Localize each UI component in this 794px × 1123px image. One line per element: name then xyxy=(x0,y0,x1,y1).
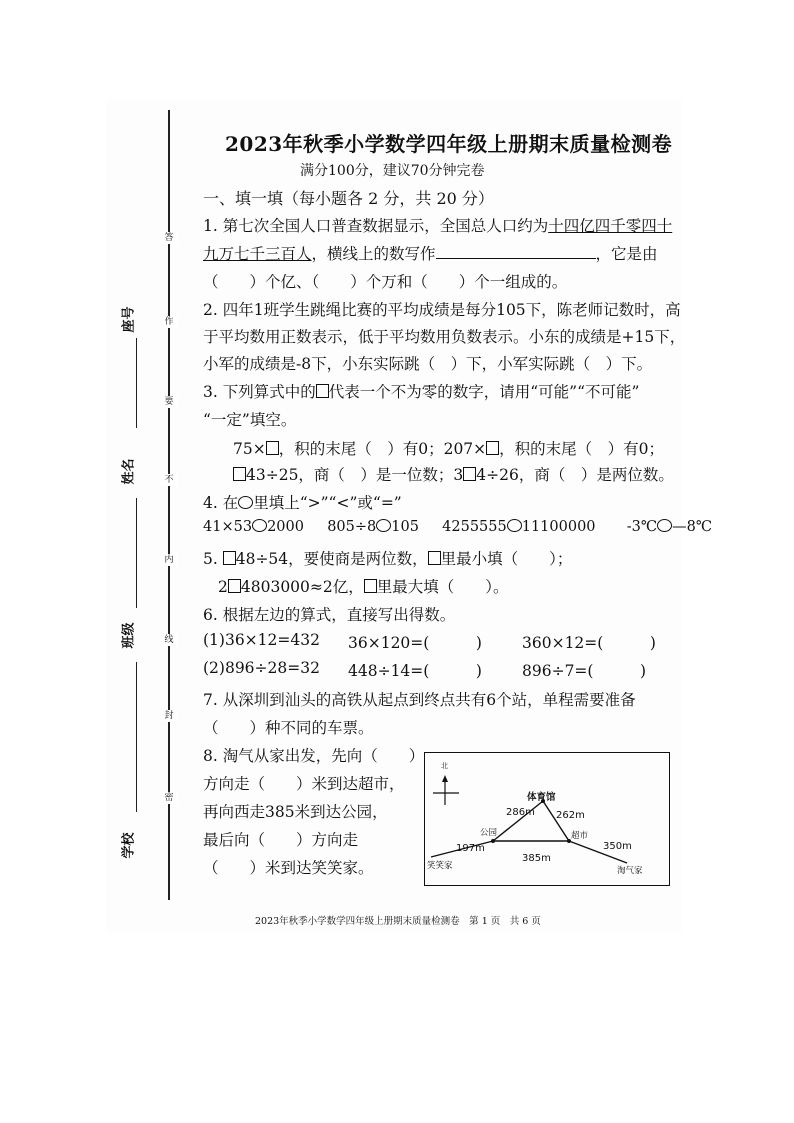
seal-char: 线 xyxy=(160,634,178,646)
market-label: 超市 xyxy=(571,831,589,841)
q6-r1-c1: (1)36×12=432 xyxy=(203,631,320,649)
q5-line2: 2 4803000≈2亿， 里最大填（ ）。 xyxy=(218,578,509,596)
answer-blank[interactable] xyxy=(436,244,596,259)
q6-r2-c3: 896÷7=( ) xyxy=(522,662,647,680)
square-box-icon xyxy=(223,551,236,565)
route-map xyxy=(424,752,670,886)
square-box-icon xyxy=(316,384,329,398)
seal-char: 要 xyxy=(160,396,178,408)
q8-line1: 8. 淘气从家出发，先向（ ） xyxy=(203,747,425,765)
q8-line2: 方向走（ ）米到达超市， xyxy=(203,775,405,793)
north-arrow-icon xyxy=(442,775,448,782)
q1-line2: 九万七千三百人，横线上的数写作 ，它是由 xyxy=(203,245,658,263)
seal-char: 答 xyxy=(160,232,178,244)
q8-line5: （ ）米到达笑笑家。 xyxy=(203,859,374,877)
square-box-icon xyxy=(233,467,246,481)
gym-label: 体育馆 xyxy=(527,792,556,803)
dist-gym-market: 262m xyxy=(556,810,585,821)
q4-items: 41×53 2000 805÷8 105 4255555 11100000 -3℃ —8℃ xyxy=(203,519,713,535)
dist-xx-park: 197m xyxy=(456,843,485,854)
q7-line2: （ ）种不同的车票。 xyxy=(203,719,374,737)
school-field[interactable]: 学校 xyxy=(121,832,137,859)
q3-line3: 75× ，积的末尾（ ）有0；207× ，积的末尾（ ）有0； xyxy=(233,440,665,458)
road-gym-market xyxy=(543,801,569,841)
square-box-icon xyxy=(364,579,377,593)
square-box-icon xyxy=(486,441,499,455)
field-underline xyxy=(136,662,137,812)
circle-blank-icon xyxy=(657,519,672,532)
exam-subtitle: 满分100分，建议70分钟完卷 xyxy=(300,163,485,179)
square-box-icon xyxy=(428,551,441,565)
binding-line xyxy=(168,110,170,900)
name-field[interactable]: 姓名 xyxy=(121,458,137,485)
q7-line1: 7. 从深圳到汕头的高铁从起点到终点共有6个站，单程需要准备 xyxy=(203,691,636,709)
q3-line2: “一定”填空。 xyxy=(203,411,297,429)
park-label: 公园 xyxy=(480,828,498,838)
seat-number-field[interactable]: 座号 xyxy=(121,306,137,333)
field-underline xyxy=(136,498,137,608)
q5-line1: 5. 48÷54，要使商是两位数， 里最小填（ ）； xyxy=(203,550,573,568)
seal-char: 不 xyxy=(160,474,178,486)
q2-line1: 2. 四年1班学生跳绳比赛的平均成绩是每分105下，陈老师记数时，高 xyxy=(203,301,681,319)
seal-char: 作 xyxy=(160,316,178,328)
q2-line3: 小军的成绩是-8下，小东实际跳（ ）下，小军实际跳（ ）下。 xyxy=(203,355,653,373)
q8-line4: 最后向（ ）方向走 xyxy=(203,831,359,849)
q8-line3: 再向西走385米到达公园， xyxy=(203,803,388,821)
q6-r2-c1: (2)896÷28=32 xyxy=(203,659,320,677)
xx-home-label: 笑笑家 xyxy=(427,861,453,871)
q6-r1-c3: 360×12=( ) xyxy=(522,634,656,652)
seal-char: 内 xyxy=(160,554,178,566)
q6-r2-c2: 448÷14=( ) xyxy=(348,662,482,680)
dist-market-tq: 350m xyxy=(603,841,632,852)
circle-blank-icon xyxy=(252,519,267,532)
route-map-diagram xyxy=(425,753,669,885)
page-footer: 2023年秋季小学数学四年级上册期末质量检测卷 第 1 页 共 6 页 xyxy=(255,916,541,927)
square-box-icon xyxy=(228,579,241,593)
q6-r1-c2: 36×120=( ) xyxy=(348,634,482,652)
field-underline xyxy=(136,338,137,428)
square-box-icon xyxy=(463,467,476,481)
seal-char: 封 xyxy=(160,710,178,722)
section-heading: 一、填一填（每小题各 2 分，共 20 分） xyxy=(203,189,494,208)
q4-line1: 4. 在 里填上“>”“<”或“=” xyxy=(203,494,402,512)
exam-title: 2023年秋季小学数学四年级上册期末质量检测卷 xyxy=(225,132,673,156)
tq-home-label: 淘气家 xyxy=(617,866,643,876)
q3-line4: 43÷25，商（ ）是一位数；3 4÷26，商（ ）是两位数。 xyxy=(233,463,674,485)
q1-line1: 1. 第七次全国人口普查数据显示，全国总人口约为十四亿四千零四十 xyxy=(203,217,673,235)
circle-blank-icon xyxy=(376,519,391,532)
q3-line1: 3. 下列算式中的 代表一个不为零的数字，请用“可能”“不可能” xyxy=(203,383,640,401)
q6-heading: 6. 根据左边的算式，直接写出得数。 xyxy=(203,606,456,624)
circle-blank-icon xyxy=(507,519,522,532)
dist-park-gym: 286m xyxy=(506,807,535,818)
dist-park-market: 385m xyxy=(522,853,551,864)
park-dot xyxy=(491,839,495,843)
circle-blank-icon xyxy=(238,496,253,509)
q1-line3: （ ）个亿、（ ）个万和（ ）个一组成的。 xyxy=(203,273,568,291)
north-label: 北 xyxy=(441,762,448,770)
square-box-icon xyxy=(266,441,279,455)
class-field[interactable]: 班级 xyxy=(121,622,137,649)
q2-line2: 于平均数用正数表示，低于平均数用负数表示。小东的成绩是+15下， xyxy=(203,328,686,346)
seal-char: 密 xyxy=(160,792,178,804)
